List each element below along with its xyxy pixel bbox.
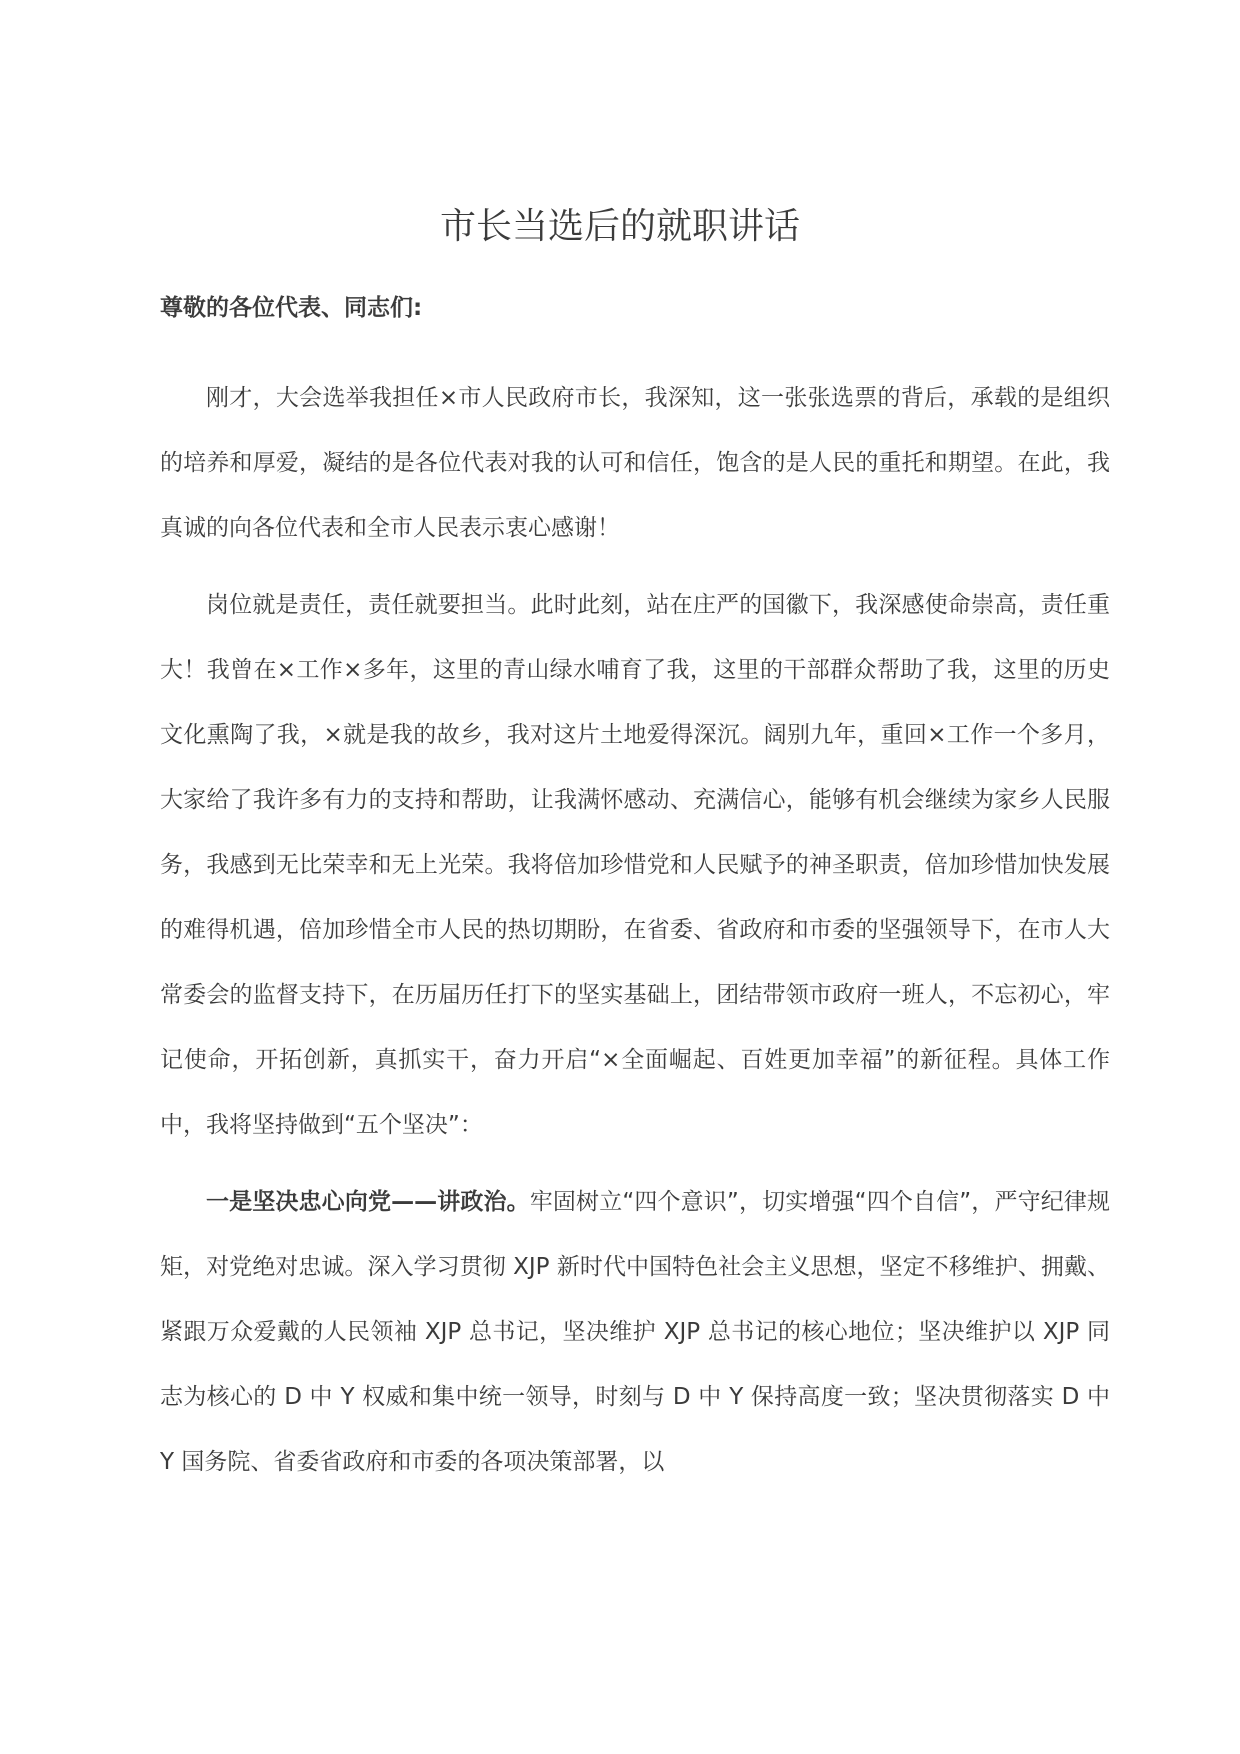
document-body: [160, 366, 1110, 1507]
paragraph-text: 刚才，大会选举我担任×市人民政府市长，我深知，这一张张选票的背后，承载的是组织的培养和厚爱，凝结的是各位代表对我的认可和信任，饱含的是人民的重托和期望。在此，我真诚的向各位代表和全市人民表示衷心感谢！: [160, 385, 1110, 541]
paragraph-loyalty: [160, 1170, 1110, 1495]
salutation: 尊敬的各位代表、同志们:: [160, 295, 423, 321]
paragraph-lead: 一是坚决忠心向党——讲政治。: [206, 1189, 530, 1215]
paragraph-responsibility: [160, 573, 1110, 1158]
paragraph-text: 牢固树立“四个意识”，切实增强“四个自信”，严守纪律规矩，对党绝对忠诚。深入学习贯彻 XJP 新时代中国特色社会主义思想，坚定不移维护、拥戴、紧跟万众爱戴的人民领袖 XJP 总书记，坚决维护 XJP 总书记的核心地位；坚决维护以 XJP 同志为核心的 D 中 Y 权威和集中统一领导，时刻与 D 中 Y 保持高度一致；坚决贯彻落实 D 中 Y 国务院、省委省政府和市委的各项决策部署，以: [160, 1189, 1110, 1475]
paragraph-text: 岗位就是责任，责任就要担当。此时此刻，站在庄严的国徽下，我深感使命崇高，责任重大！我曾在×工作×多年，这里的青山绿水哺育了我，这里的干部群众帮助了我，这里的历史文化熏陶了我，×就是我的故乡，我对这片土地爱得深沉。阔别九年，重回×工作一个多月，大家给了我许多有力的支持和帮助，让我满怀感动、充满信心，能够有机会继续为家乡人民服务，我感到无比荣幸和无上光荣。我将倍加珍惜党和人民赋予的神圣职责，倍加珍惜加快发展的难得机遇，倍加珍惜全市人民的热切期盼，在省委、省政府和市委的坚强领导下，在市人大常委会的监督支持下，在历届历任打下的坚实基础上，团结带领市政府一班人，不忘初心，牢记使命，开拓创新，真抓实干，奋力开启“×全面崛起、百姓更加幸福”的新征程。具体工作中，我将坚持做到“五个坚决”：: [160, 592, 1110, 1138]
paragraph-thanks: [160, 366, 1110, 561]
document-title: 市长当选后的就职讲话: [439, 206, 800, 247]
